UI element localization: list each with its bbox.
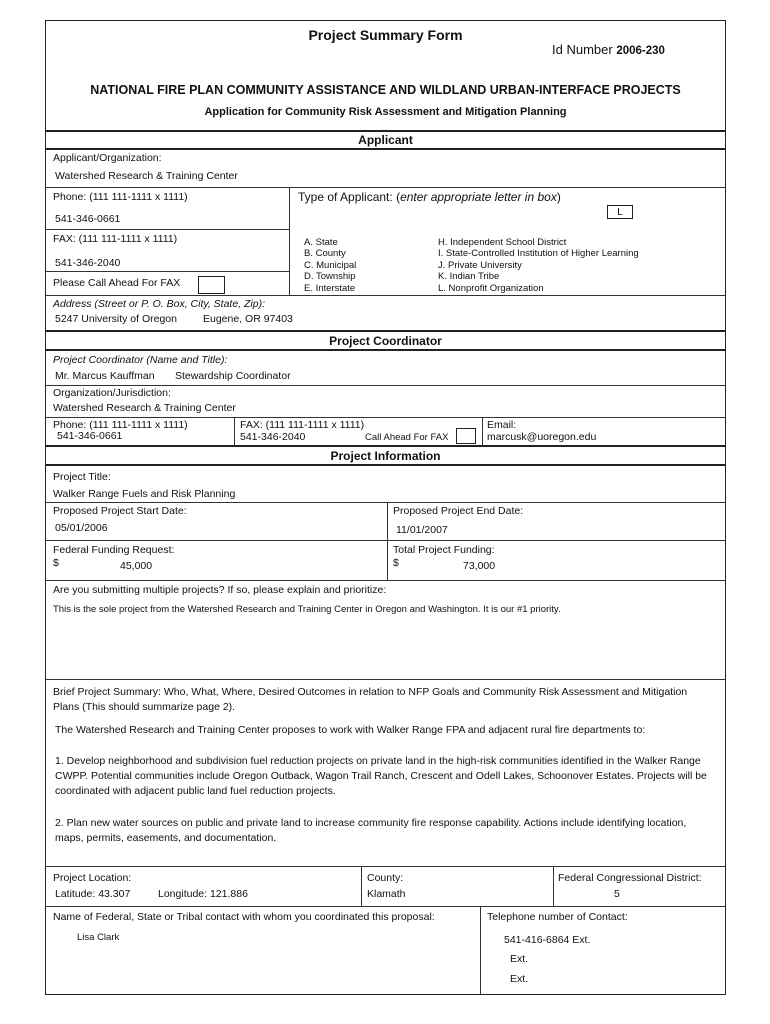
project-summary-form bbox=[45, 20, 726, 995]
type-label-hint: enter appropriate letter in box bbox=[400, 190, 557, 204]
form-title: Project Summary Form bbox=[308, 27, 463, 43]
id-number bbox=[552, 43, 665, 58]
applicant-org-value: Watershed Research & Training Center bbox=[55, 170, 238, 182]
multiple-projects-value: This is the sole project from the Watershed Research and Training Center in Oregon and Washington. It is our #1 priority. bbox=[53, 604, 561, 615]
federal-funding-currency: $ bbox=[53, 557, 59, 569]
longitude-value: Longitude: 121.886 bbox=[158, 888, 248, 900]
applicant-type-label bbox=[298, 191, 561, 205]
section-project-information: Project Information bbox=[330, 449, 441, 463]
applicant-fax-value: 541-346-2040 bbox=[55, 257, 121, 269]
county-value: Klamath bbox=[367, 888, 406, 900]
type-label-start: Type of Applicant: ( bbox=[298, 190, 401, 204]
total-funding-value: 73,000 bbox=[463, 560, 496, 572]
coordinator-fax-label: FAX: (111 111-1111 x 1111) bbox=[240, 419, 365, 431]
type-option: C. Municipal bbox=[304, 259, 357, 271]
coordinator-phone-value: 541-346-0661 bbox=[57, 430, 123, 442]
type-option: J. Private University bbox=[438, 259, 522, 271]
coordinator-call-ahead-label: Call Ahead For FAX bbox=[365, 432, 449, 443]
summary-item-1: 1. Develop neighborhood and subdivision fuel reduction projects on private land in the high-risk communities identified in the Walker Range CWPP. Potential communities include Oregon Outback, Wagon Trail Ranch, Crescent and Odell Lakes, Schoonover Estates. Projects will be coordinated with adjacent public land fuel reduction projects. bbox=[55, 755, 707, 798]
coordinator-call-ahead-checkbox[interactable] bbox=[456, 428, 476, 444]
applicant-org-label: Applicant/Organization: bbox=[53, 152, 162, 164]
applicant-phone-value: 541-346-0661 bbox=[55, 213, 121, 225]
type-option: D. Township bbox=[304, 271, 356, 283]
district-label: Federal Congressional District: bbox=[558, 872, 702, 884]
total-funding-currency: $ bbox=[393, 557, 399, 569]
coordinator-name-value: Mr. Marcus Kauffman bbox=[55, 370, 155, 382]
type-option: L. Nonprofit Organization bbox=[438, 282, 544, 294]
contact-telephone-label: Telephone number of Contact: bbox=[487, 911, 628, 923]
type-option: E. Interstate bbox=[304, 282, 356, 294]
applicant-type-list-left bbox=[304, 237, 356, 294]
district-value: 5 bbox=[614, 888, 620, 900]
applicant-address-city: Eugene, OR 97403 bbox=[203, 313, 293, 325]
contact-value: Lisa Clark bbox=[77, 932, 120, 943]
contact-label: Name of Federal, State or Tribal contact with whom you coordinated this proposal: bbox=[53, 911, 435, 923]
coordinator-phone-label: Phone: (111 111-1111 x 1111) bbox=[53, 419, 188, 431]
coordinator-fax-value: 541-346-2040 bbox=[240, 431, 306, 443]
applicant-address-street: 5247 University of Oregon bbox=[55, 313, 177, 325]
applicant-type-box[interactable] bbox=[607, 205, 633, 219]
applicant-call-ahead-label: Please Call Ahead For FAX bbox=[53, 277, 181, 289]
federal-funding-label: Federal Funding Request: bbox=[53, 544, 175, 556]
type-option: H. Independent School District bbox=[438, 237, 567, 248]
total-funding-label: Total Project Funding: bbox=[393, 544, 495, 556]
applicant-address-label: Address (Street or P. O. Box, City, State, Zip): bbox=[53, 298, 266, 310]
end-date-label: Proposed Project End Date: bbox=[393, 505, 524, 517]
end-date-value: 11/01/2007 bbox=[396, 524, 448, 536]
coordinator-org-label: Organization/Jurisdiction: bbox=[53, 387, 171, 399]
type-option: A. State bbox=[304, 237, 338, 248]
coordinator-title-value: Stewardship Coordinator bbox=[175, 370, 291, 382]
type-option: B. County bbox=[304, 248, 346, 260]
start-date-label: Proposed Project Start Date: bbox=[53, 505, 187, 517]
location-label: Project Location: bbox=[53, 872, 132, 884]
applicant-fax-label: FAX: (111 111-1111 x 1111) bbox=[53, 233, 178, 245]
project-title-label: Project Title: bbox=[53, 471, 111, 483]
contact-telephone-line: Ext. bbox=[510, 973, 529, 985]
applicant-type-value: L bbox=[617, 207, 623, 218]
type-option: I. State-Controlled Institution of Higher Learning bbox=[438, 248, 639, 260]
summary-label: Brief Project Summary: Who, What, Where, Desired Outcomes in relation to NFP Goals and Community Risk Assessment and Mitigation Plans (This should summarize page 2). bbox=[53, 686, 688, 714]
id-number-label: Id Number bbox=[552, 42, 613, 57]
applicant-phone-label: Phone: (111 111-1111 x 1111) bbox=[53, 191, 188, 203]
multiple-projects-label: Are you submitting multiple projects? If so, please explain and prioritize: bbox=[53, 584, 387, 596]
contact-telephone-line: Ext. bbox=[510, 953, 529, 965]
section-applicant: Applicant bbox=[358, 133, 413, 147]
type-label-end: ) bbox=[556, 190, 561, 204]
type-option: K. Indian Tribe bbox=[438, 271, 500, 283]
contact-telephone-line: 541-416-6864 Ext. bbox=[504, 934, 591, 946]
summary-item-2: 2. Plan new water sources on public and private land to increase community fire response capability. Actions include identifying location, maps, permits, easements, and documentation. bbox=[55, 817, 687, 845]
project-title-value: Walker Range Fuels and Risk Planning bbox=[53, 488, 236, 500]
federal-funding-value: 45,000 bbox=[120, 560, 153, 572]
coordinator-email-label: Email: bbox=[487, 419, 517, 431]
coordinator-org-value: Watershed Research & Training Center bbox=[53, 402, 236, 414]
applicant-call-ahead-checkbox[interactable] bbox=[198, 276, 225, 294]
latitude-value: Latitude: 43.307 bbox=[55, 888, 131, 900]
start-date-value: 05/01/2006 bbox=[55, 522, 108, 534]
sub-heading: Application for Community Risk Assessment and Mitigation Planning bbox=[204, 106, 567, 118]
coordinator-email-value: marcusk@uoregon.edu bbox=[487, 431, 597, 443]
coordinator-name-label: Project Coordinator (Name and Title): bbox=[53, 354, 228, 366]
id-number-value: 2006-230 bbox=[616, 45, 665, 57]
county-label: County: bbox=[367, 872, 404, 884]
summary-intro: The Watershed Research and Training Center proposes to work with Walker Range FPA and adjacent rural fire departments to: bbox=[55, 724, 646, 736]
main-heading: NATIONAL FIRE PLAN COMMUNITY ASSISTANCE AND WILDLAND URBAN-INTERFACE PROJECTS bbox=[90, 83, 681, 97]
section-project-coordinator: Project Coordinator bbox=[329, 334, 442, 348]
applicant-type-list-right bbox=[438, 237, 639, 294]
